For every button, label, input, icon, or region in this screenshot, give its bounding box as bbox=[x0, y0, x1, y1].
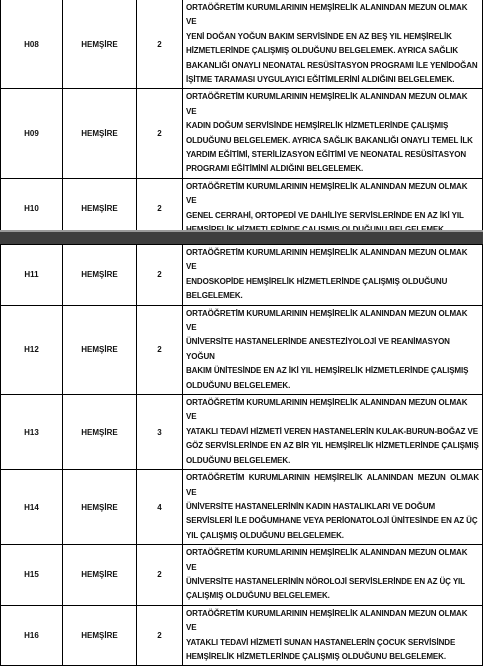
position-count: 2 bbox=[137, 245, 183, 306]
position-count: 2 bbox=[137, 305, 183, 394]
requirement-line: BAKANLIĞI ONAYLI NEONATAL RESÜSİTASYON PROGRAMI İLE YENİDOĞAN bbox=[186, 60, 478, 70]
position-count: 2 bbox=[137, 89, 183, 178]
requirement-line: YIL ÇALIŞMIŞ OLDUĞUNU BELGELEMEK. bbox=[186, 530, 344, 540]
position-code: H13 bbox=[1, 395, 63, 470]
requirement-line: HİZMETLERİNDE ÇALIŞMIŞ OLDUĞUNU BELGELEMEK. AYRICA SAĞLIK bbox=[186, 46, 459, 56]
requirement-line: ÜNİVERSİTE HASTANELERİNİN KADIN HASTALIKLARI VE DOĞUM bbox=[186, 501, 436, 511]
position-count: 2 bbox=[137, 178, 183, 239]
position-code: H09 bbox=[1, 89, 63, 178]
requirement-line: SERVİSLERİ İLE DOĞUMHANE VEYA PERİONATOLOJİ ÜNİTESİNDE EN AZ ÜÇ bbox=[186, 516, 478, 526]
table-row bbox=[1, 0, 483, 89]
requirement-line: ORTAÖĞRETİM KURUMLARININ HEMŞİRELİK ALANINDAN MEZUN OLMAK VE bbox=[186, 308, 468, 333]
requirement-line: OLDUĞUNU BELGELEMEK. bbox=[186, 455, 291, 465]
requirement-line: ORTAÖĞRETİM KURUMLARININ HEMŞİRELİK ALANINDAN MEZUN OLMAK VE bbox=[186, 548, 468, 572]
position-code: H10 bbox=[1, 178, 63, 239]
requirement-line: BAKIM ÜNİTESİNDE EN AZ İKİ YIL HEMŞİRELİK HİZMETLERİNDE ÇALIŞMIŞ bbox=[186, 366, 469, 376]
requirement-line: OLDUĞUNU BELGELEMEK. AYRICA SAĞLIK BAKANLIĞI ONAYLI TEMEL İLK bbox=[186, 135, 473, 145]
position-title: HEMŞİRE bbox=[63, 605, 137, 666]
table-row bbox=[1, 545, 483, 606]
table-row bbox=[1, 245, 483, 306]
position-count: 4 bbox=[137, 470, 183, 545]
requirements-text bbox=[183, 470, 483, 545]
requirement-line: HEMŞİRELİK HİZMETLERİNDE ÇALIŞMIŞ OLDUĞUNU BELGELEMEK. bbox=[186, 651, 446, 661]
requirement-line: ÇALIŞMIŞ OLDUĞUNU BELGELEMEK. bbox=[186, 591, 330, 601]
position-code: H12 bbox=[1, 305, 63, 394]
position-code: H15 bbox=[1, 545, 63, 606]
requirement-line: İŞİTME TARAMASI UYGULAYICI EĞİTİMLERİNİ ALDIĞINI BELGELEMEK. bbox=[186, 75, 455, 85]
position-table-top bbox=[0, 0, 483, 240]
requirement-line: ENDOSKOPİDE HEMŞİRELİK HİZMETLERİNDE ÇALIŞMIŞ OLDUĞUNU bbox=[186, 276, 448, 286]
position-title: HEMŞİRE bbox=[63, 178, 137, 239]
position-count: 2 bbox=[137, 0, 183, 89]
requirement-line: GÖZ SERVİSLERİNDE EN AZ BİR YIL HEMŞİRELİK HİZMETLERİNDE ÇALIŞMIŞ bbox=[186, 441, 479, 451]
requirement-line: YENİ DOĞAN YOĞUN BAKIM SERVİSİNDE EN AZ BEŞ YIL HEMŞİRELİK bbox=[186, 31, 452, 41]
position-count: 2 bbox=[137, 605, 183, 666]
requirement-line: ORTAÖĞRETİM KURUMLARININ HEMŞİRELİK ALANINDAN MEZUN OLMAK VE bbox=[186, 3, 468, 27]
requirement-line: ORTAÖĞRETİM KURUMLARININ HEMŞİRELİK ALANINDAN MEZUN OLMAK VE bbox=[186, 248, 468, 272]
position-title: HEMŞİRE bbox=[63, 545, 137, 606]
requirement-line: PROGRAMI EĞİTİMİNİ ALDIĞINI BELGELEMEK. bbox=[186, 164, 364, 174]
table-row bbox=[1, 395, 483, 470]
requirement-line: YARDIM EĞİTİMİ, STERİLİZASYON EĞİTİMİ VE NEONATAL RESÜSİTASYON bbox=[186, 150, 467, 160]
requirements-text bbox=[183, 395, 483, 470]
requirements-text bbox=[183, 605, 483, 666]
table-row bbox=[1, 605, 483, 666]
position-code: H16 bbox=[1, 605, 63, 666]
requirement-line: ÜNİVERSİTE HASTANELERİNDE ANESTEZİYOLOJİ VE REANİMASYON YOĞUN bbox=[186, 337, 450, 361]
position-count: 2 bbox=[137, 545, 183, 606]
requirement-line: ORTAÖĞRETİM KURUMLARININ HEMŞİRELİK ALANINDAN MEZUN OLMAK VE bbox=[186, 608, 468, 633]
position-table-bottom bbox=[0, 244, 483, 666]
requirements-text bbox=[183, 89, 483, 178]
requirements-text bbox=[183, 305, 483, 394]
requirement-line: OLDUĞUNU BELGELEMEK. bbox=[186, 380, 291, 390]
requirement-line: ORTAÖĞRETİM KURUMLARININ HEMŞİRELİK ALANINDAN MEZUN OLMAK VE bbox=[186, 398, 468, 422]
requirement-line: YATAKLI TEDAVİ HİZMETİ SUNAN HASTANELERİN ÇOCUK SERVİSİNDE bbox=[186, 637, 456, 647]
position-title: HEMŞİRE bbox=[63, 305, 137, 394]
table-row bbox=[1, 470, 483, 545]
requirement-line: ÜNİVERSİTE HASTANELERİNİN NÖROLOJİ SERVİSLERİNDE EN AZ ÜÇ YIL bbox=[186, 576, 465, 586]
position-title: HEMŞİRE bbox=[63, 245, 137, 306]
position-title: HEMŞİRE bbox=[63, 89, 137, 178]
position-code: H14 bbox=[1, 470, 63, 545]
position-code: H08 bbox=[1, 0, 63, 89]
requirement-line: ORTAÖĞRETİM KURUMLARININ HEMŞİRELİK ALANINDAN MEZUN OLMAK VE bbox=[186, 92, 468, 116]
position-title: HEMŞİRE bbox=[63, 470, 137, 545]
requirement-line: YATAKLI TEDAVİ HİZMETİ VEREN HASTANELERİN KULAK-BURUN-BOĞAZ VE bbox=[186, 426, 479, 436]
requirements-text bbox=[183, 245, 483, 306]
table-row bbox=[1, 305, 483, 394]
table-row bbox=[1, 89, 483, 178]
requirement-line: GENEL CERRAHİ, ORTOPEDİ VE DAHİLİYE SERVİSLERİNDE EN AZ İKİ YIL bbox=[186, 210, 464, 220]
position-count: 3 bbox=[137, 395, 183, 470]
requirement-line: KADIN DOĞUM SERVİSİNDE HEMŞİRELİK HİZMETLERİNDE ÇALIŞMIŞ bbox=[186, 121, 449, 131]
page-break-bar bbox=[0, 232, 483, 244]
position-code: H11 bbox=[1, 245, 63, 306]
requirement-line: BELGELEMEK. bbox=[186, 291, 243, 301]
position-title: HEMŞİRE bbox=[63, 0, 137, 89]
requirements-text bbox=[183, 0, 483, 89]
requirement-line: ORTAÖĞRETİM KURUMLARININ HEMŞİRELİK ALANINDAN MEZUN OLMAK VE bbox=[186, 181, 468, 206]
requirements-text bbox=[183, 545, 483, 606]
position-title: HEMŞİRE bbox=[63, 395, 137, 470]
requirement-line: ORTAÖĞRETİM KURUMLARININ HEMŞİRELİK ALANINDAN MEZUN OLMAK VE bbox=[186, 473, 479, 497]
